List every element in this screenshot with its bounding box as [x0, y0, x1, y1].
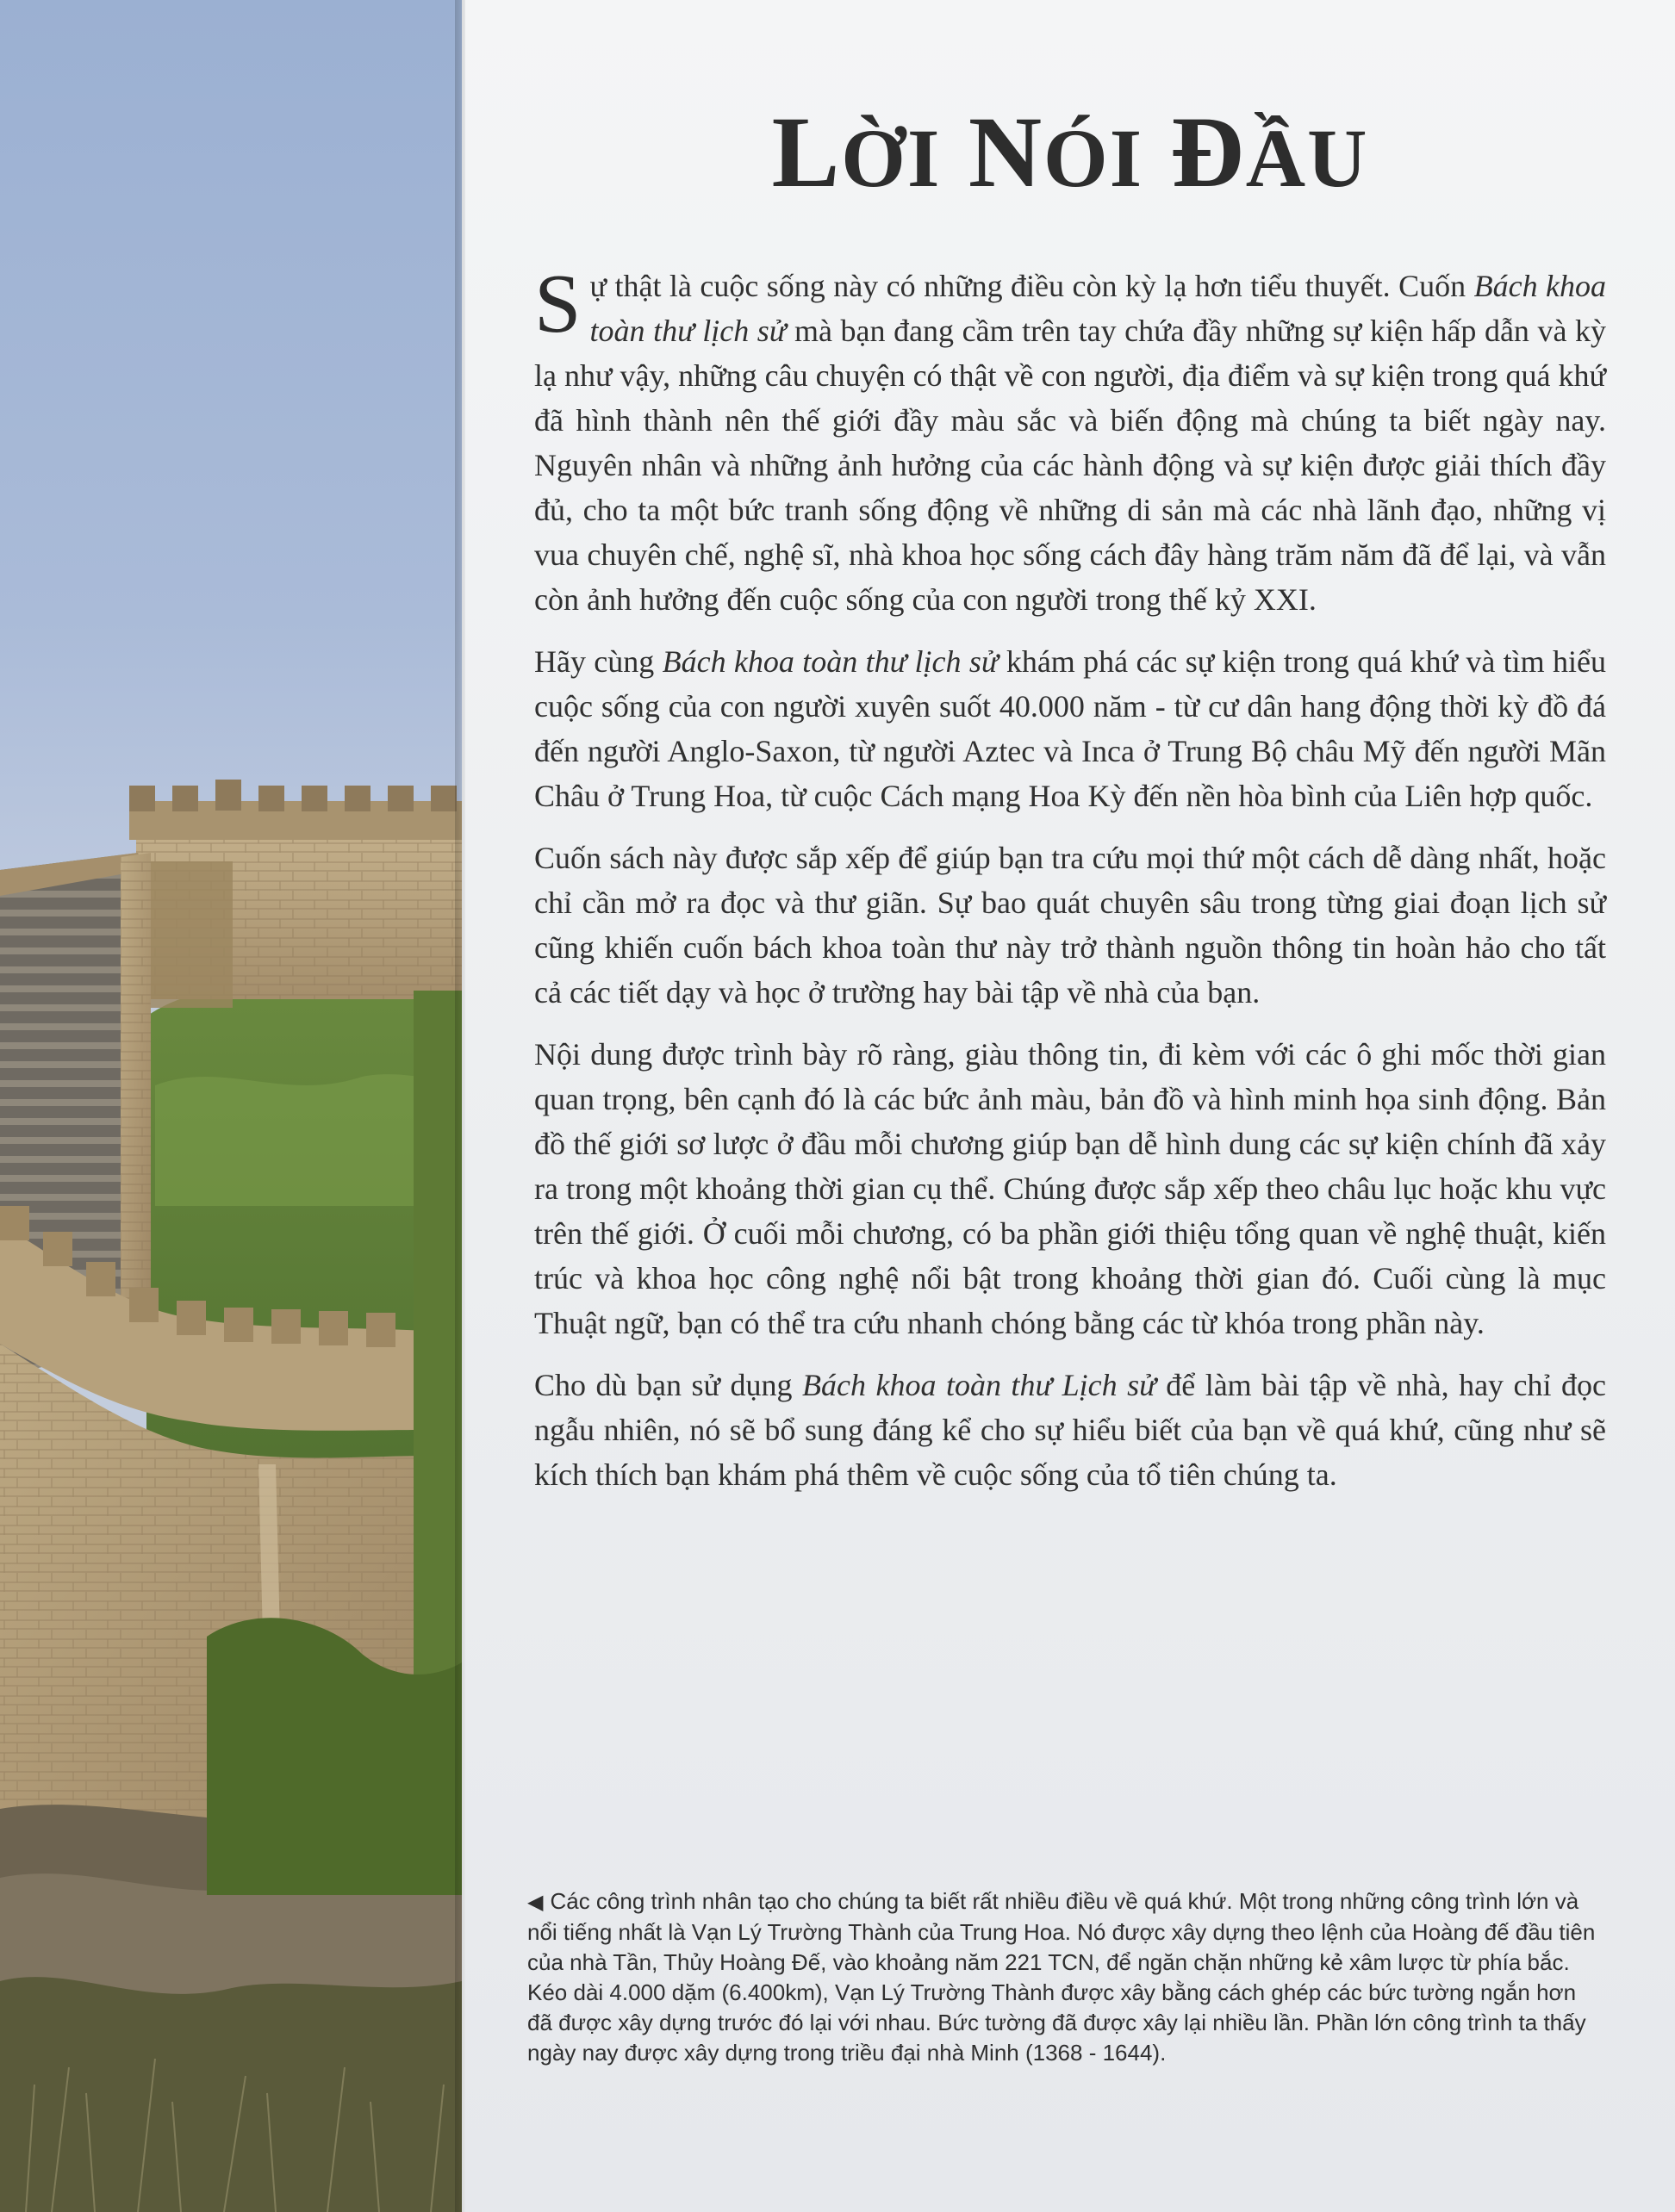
paragraph-5-text-a: Cho dù bạn sử dụng: [534, 1368, 802, 1402]
paragraph-1-text-a: ự thật là cuộc sống này có những điều còn kỳ lạ hơn tiểu thuyết. Cuốn: [589, 269, 1474, 303]
paragraph-1-text-b: mà bạn đang cầm trên tay chứa đầy những sự kiện hấp dẫn và kỳ lạ như vậy, những câu chuyện có thật về con người, địa điểm và sự kiện trong quá khứ đã hình thành nên thế giới đầy màu sắc và biến động mà chúng ta biết ngày nay. Nguyên nhân và những ảnh hưởng của các hành động và sự kiện được giải thích đầy đủ, cho ta một bức tranh sống động về những di sản mà các nhà lãnh đạo, những vị vua chuyên chế, nghệ sĩ, nhà khoa học sống cách đây hàng trăm năm đã để lại, và vẫn còn ảnh hưởng đến cuộc sống của con người trong thế kỷ XXI.: [534, 314, 1607, 617]
drop-cap: S: [534, 258, 582, 351]
paragraph-4: Nội dung được trình bày rõ ràng, giàu thông tin, đi kèm với các ô ghi mốc thời gian quan trọng, bên cạnh đó là các bức ảnh màu, bản đồ và hình minh họa sinh động. Bản đồ thế giới sơ lược ở đầu mỗi chương giúp bạn dễ hình dung các sự kiện chính đã xảy ra trong một khoảng thời gian cụ thể. Chúng được sắp xếp theo châu lục hoặc khu vực trên thế giới. Ở cuối mỗi chương, có ba phần giới thiệu tổng quan về nghệ thuật, kiến trúc và khoa học công nghệ nổi bật trong khoảng thời gian đó. Cuối cùng là mục Thuật ngữ, bạn có thể tra cứu nhanh chóng bằng các từ khóa trong phần này.: [534, 1037, 1606, 1340]
paragraph-2-text-b: khám phá các sự kiện trong quá khứ và tìm hiểu cuộc sống của con người xuyên suốt 40.000 năm - từ cư dân hang động thời kỳ đồ đá đến người Anglo-Saxon, từ người Aztec và Inca ở Trung Bộ châu Mỹ đến người Mãn Châu ở Trung Hoa, từ cuộc Cách mạng Hoa Kỳ đến nền hòa bình của Liên hợp quốc.: [534, 644, 1606, 813]
paragraph-1: [534, 258, 1607, 622]
page-title: LỜI NÓI ĐẦU: [771, 96, 1369, 208]
caption-text: Các công trình nhân tạo cho chúng ta biết rất nhiều điều về quá khứ. Một trong những công trình lớn và nổi tiếng nhất là Vạn Lý Trường Thành của Trung Hoa. Nó được xây dựng theo lệnh của Hoàng đế đầu tiên của nhà Tần, Thủy Hoàng Đế, vào khoảng năm 221 TCN, để ngăn chặn những kẻ xâm lược từ phía bắc. Kéo dài 4.000 dặm (6.400km), Vạn Lý Trường Thành được xây bằng cách ghép các bức tường ngắn hơn đã được xây dựng trước đó lại với nhau. Bức tường đã được xây lại nhiều lần. Phần lớn công trình ta thấy ngày nay được xây dựng trong triều đại nhà Minh (1368 - 1644).: [527, 1888, 1596, 2066]
paragraph-5: [534, 1363, 1606, 1497]
photo-caption: [527, 1886, 1604, 2068]
great-wall-illustration: [0, 0, 462, 2212]
caption-arrow-icon: ◀: [527, 1891, 544, 1914]
foreword-body: [534, 258, 1607, 1514]
great-wall-photo: [0, 0, 462, 2212]
paragraph-2: [534, 639, 1606, 818]
book-title: Bách khoa toàn thư lịch sử: [589, 269, 1606, 348]
book-title: Bách khoa toàn thư Lịch sử: [802, 1368, 1156, 1402]
paragraph-5-text-b: để làm bài tập về nhà, hay chỉ đọc ngẫu nhiên, nó sẽ bổ sung đáng kể cho sự hiểu biết của bạn về quá khứ, cũng như sẽ kích thích bạn khám phá thêm về cuộc sống của tổ tiên chúng ta.: [534, 1368, 1606, 1492]
paragraph-3: Cuốn sách này được sắp xếp để giúp bạn tra cứu mọi thứ một cách dễ dàng nhất, hoặc chỉ cần mở ra đọc và thư giãn. Sự bao quát chuyên sâu trong từng giai đoạn lịch sử cũng khiến cuốn bách khoa toàn thư này trở thành nguồn thông tin hoàn hảo cho tất cả các tiết dạy và học ở trường hay bài tập về nhà của bạn.: [534, 841, 1606, 1010]
foreword-page: [465, 0, 1675, 2212]
paragraph-2-text-a: Hãy cùng: [534, 644, 663, 679]
book-title: Bách khoa toàn thư lịch sử: [662, 644, 999, 679]
